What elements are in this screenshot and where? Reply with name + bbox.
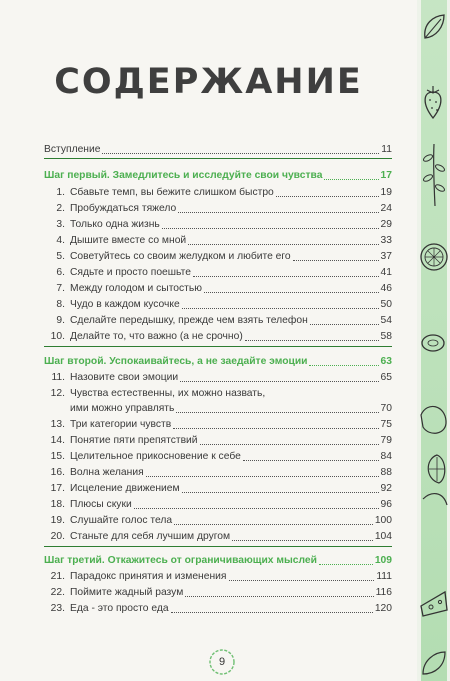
toc-entry (44, 495, 392, 511)
toc-entry-number: 22. (50, 587, 65, 598)
leader-dots (178, 212, 378, 213)
citrus-icon (417, 232, 450, 282)
toc-entry-number: 16. (50, 467, 65, 478)
toc-entry-number: 23. (50, 603, 65, 614)
toc-intro (44, 140, 392, 156)
toc-entry (44, 311, 392, 327)
toc-entry (44, 511, 392, 527)
toc-entry-page: 46 (380, 283, 392, 294)
toc-entry-page: 54 (380, 315, 392, 326)
toc-part-heading (44, 352, 392, 368)
strawberry-icon (417, 80, 450, 124)
toc-entry (44, 599, 392, 615)
leader-dots (171, 612, 373, 613)
toc-entry-number: 11. (51, 372, 65, 383)
toc-entry-number: 12. (50, 388, 65, 399)
toc-part-heading (44, 551, 392, 567)
leader-dots (229, 580, 375, 581)
toc-entry-page: 70 (380, 403, 392, 414)
toc-entry-text: Назовите свои эмоции (70, 372, 179, 383)
toc-entry (44, 199, 392, 215)
toc-entry (44, 279, 392, 295)
leader-dots (134, 508, 379, 509)
toc-entry (44, 567, 392, 583)
toc-entry (44, 231, 392, 247)
leader-dots (162, 228, 379, 229)
toc-entry (44, 583, 392, 599)
toc-entry (44, 447, 392, 463)
toc-entry-number: 14. (50, 435, 65, 446)
toc-entry (44, 527, 392, 543)
toc-entry-page: 65 (380, 372, 392, 383)
leader-dots (193, 276, 379, 277)
toc-entry-page: 75 (380, 419, 392, 430)
leaf-icon (417, 10, 450, 44)
lemon-icon (417, 395, 450, 515)
toc-entry-text: Плюсы скуки (70, 499, 132, 510)
toc-entry-page: 33 (380, 235, 392, 246)
leader-dots (324, 179, 378, 180)
toc-entry (44, 431, 392, 447)
toc-entry-number: 2. (56, 203, 65, 214)
leader-dots (180, 381, 378, 382)
toc-entry-number: 18. (50, 499, 65, 510)
leader-dots (102, 153, 379, 154)
leader-dots (276, 196, 379, 197)
toc-entry-number: 10. (50, 331, 65, 342)
toc-entry-page: 104 (374, 531, 392, 542)
divider-line (44, 158, 392, 159)
toc-entry-page: 24 (380, 203, 392, 214)
toc-heading-text: Шаг первый. Замедлитесь и исследуйте свои чувства (44, 170, 323, 181)
herb-sprig-icon (417, 140, 450, 210)
toc-entry-continuation (44, 399, 392, 415)
leader-dots (245, 340, 379, 341)
leader-dots (293, 260, 379, 261)
toc-entry (44, 215, 392, 231)
toc-entry-text: Поймите жадный разум (70, 587, 184, 598)
leader-dots (176, 412, 378, 413)
leader-dots (319, 564, 373, 565)
toc-entry-page: 37 (380, 251, 392, 262)
toc-entry (44, 463, 392, 479)
toc-heading-page: 63 (380, 356, 392, 367)
toc-entry (44, 479, 392, 495)
toc-entry-page: 41 (380, 267, 392, 278)
toc-entry-text: Три категории чувств (70, 419, 172, 430)
toc-entry-text: Пробуждаться тяжело (70, 203, 177, 214)
toc-entry-text: Целительное прикосновение к себе (70, 451, 241, 462)
toc-entry-page: 111 (376, 571, 392, 582)
toc-entry-page: 50 (380, 299, 392, 310)
toc-heading-page: 109 (374, 555, 392, 566)
toc-entry-number: 17. (50, 483, 65, 494)
toc-entry-page: 120 (374, 603, 392, 614)
cucumber-slice-icon (417, 330, 450, 356)
toc-entry-text: Понятие пяти препятствий (70, 435, 198, 446)
leader-dots (309, 365, 378, 366)
toc-entry-text: Чудо в каждом кусочке (70, 299, 180, 310)
toc-entry-text: Между голодом и сытостью (70, 283, 202, 294)
page-number-badge (208, 648, 236, 676)
toc-entry-text: Сделайте передышку, прежде чем взять телефон (70, 315, 308, 326)
cheese-icon (417, 580, 450, 620)
basil-leaf-icon (417, 646, 450, 678)
toc-entry-number: 8. (56, 299, 65, 310)
leader-dots (182, 308, 379, 309)
toc-entry-text: ими можно управлять (70, 403, 175, 414)
toc-entry-text: Только одна жизнь (70, 219, 160, 230)
leader-dots (173, 428, 378, 429)
toc-entry (44, 327, 392, 343)
toc-entry-number: 20. (50, 531, 65, 542)
toc-entry-text: Советуйтесь со своим желудком и любите его (70, 251, 291, 262)
toc-entry (44, 295, 392, 311)
toc-entry-page: 100 (374, 515, 392, 526)
leader-dots (204, 292, 379, 293)
toc-entry-number: 3. (56, 219, 65, 230)
toc-entry-number: 13. (50, 419, 65, 430)
toc-entry-text: Вступление (44, 144, 101, 155)
toc-entry-page: 79 (380, 435, 392, 446)
divider-line (44, 346, 392, 347)
toc-heading-text: Шаг второй. Успокаивайтесь, а не заедайте эмоции (44, 356, 308, 367)
toc-entry-text: Еда - это просто еда (70, 603, 169, 614)
toc-entry-text: Дышите вместе со мной (70, 235, 187, 246)
toc-entry (44, 415, 392, 431)
toc-entry-number: 6. (56, 267, 65, 278)
toc-entry-number: 7. (56, 283, 65, 294)
toc-entry (44, 183, 392, 199)
leader-dots (200, 444, 379, 445)
toc-entry-text: Слушайте голос тела (70, 515, 173, 526)
leader-dots (310, 324, 379, 325)
toc-heading-text: Шаг третий. Откажитесь от ограничивающих мыслей (44, 555, 317, 566)
toc-entry-page: 92 (380, 483, 392, 494)
toc-entry-number: 4. (56, 235, 65, 246)
page-title: СОДЕРЖАНИЕ (54, 62, 363, 102)
toc-entry-number: 21. (50, 571, 65, 582)
leader-dots (174, 524, 373, 525)
page-number: 9 (218, 656, 226, 668)
leader-dots (243, 460, 379, 461)
toc-entry-text: Чувства естественны, их можно назвать, (70, 388, 266, 399)
divider-line (44, 546, 392, 547)
toc-entry-page: 116 (375, 587, 392, 598)
toc-entry (44, 263, 392, 279)
toc-entry-page: 96 (380, 499, 392, 510)
toc-entry-page: 19 (380, 187, 392, 198)
toc-heading-page: 17 (380, 170, 392, 181)
toc-part-heading (44, 166, 392, 182)
toc-entry (44, 384, 392, 400)
toc-entry-text: Сбавьте темп, вы бежите слишком быстро (70, 187, 274, 198)
toc-entry-page: 88 (380, 467, 392, 478)
toc-entry-text: Делайте то, что важно (а не срочно) (70, 331, 243, 342)
toc-entry-page: 11 (381, 144, 392, 155)
toc-entry-text: Станьте для себя лучшим другом (70, 531, 231, 542)
toc-entry-number: 1. (56, 187, 65, 198)
toc-entry-number: 5. (56, 251, 65, 262)
leader-dots (146, 476, 379, 477)
toc-entry-number: 15. (50, 451, 65, 462)
leader-dots (182, 492, 379, 493)
toc-entry-number: 9. (56, 315, 65, 326)
toc-entry-page: 84 (380, 451, 392, 462)
toc-entry-text: Парадокс принятия и изменения (70, 571, 227, 582)
toc-entry-page: 29 (380, 219, 392, 230)
toc-entry-page: 58 (380, 331, 392, 342)
toc-entry-text: Исцеление движением (70, 483, 180, 494)
leader-dots (232, 540, 373, 541)
toc-entry-text: Сядьте и просто поешьте (70, 267, 191, 278)
toc-entry-text: Волна желания (70, 467, 144, 478)
toc-entry (44, 368, 392, 384)
leader-dots (185, 596, 373, 597)
leader-dots (188, 244, 378, 245)
toc-entry-number: 19. (50, 515, 65, 526)
toc-entry (44, 247, 392, 263)
